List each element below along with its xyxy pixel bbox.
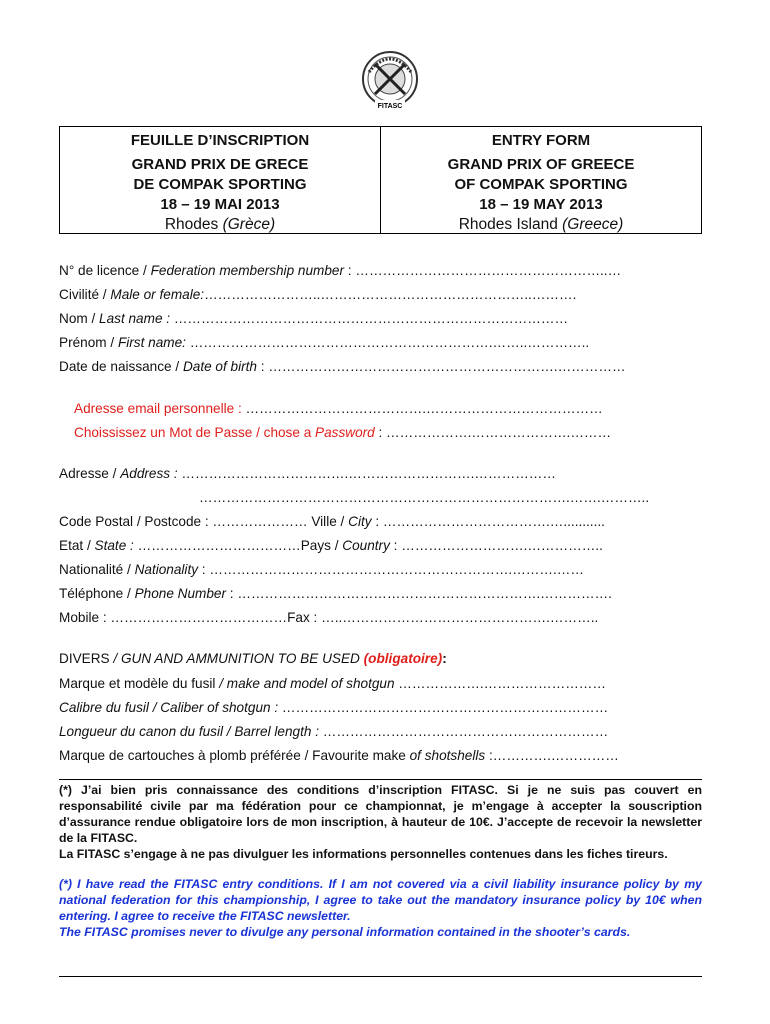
insurance-notice [59, 779, 702, 940]
barrel-length-dots: ……………………………………………………… [318, 724, 609, 739]
nationality-field[interactable] [59, 562, 584, 577]
phone-label-fr: Téléphone / [59, 586, 135, 601]
caliber-label: Calibre du fusil / Caliber of shotgun : [59, 700, 279, 715]
mobile-label: Mobile : [59, 610, 111, 625]
barrel-length-field[interactable] [59, 724, 608, 739]
header-table [59, 126, 702, 234]
licence-label-fr: N° de licence / [59, 263, 151, 278]
required-badge: (obligatoire) [363, 651, 443, 666]
civility-dots: ……………………..………………………………………..………. [204, 287, 577, 302]
first-name-dots: ………………………………………………………….……..………….. [185, 335, 590, 350]
address2-dots: ……………………………………………………………………….…….……….. [199, 490, 650, 505]
first-name-field[interactable] [59, 335, 589, 350]
phone-label-en: Phone Number [134, 586, 227, 601]
nationality-label-fr: Nationalité / [59, 562, 135, 577]
phone-field[interactable] [59, 586, 612, 601]
last-name-label-en: Last name : [99, 311, 171, 326]
event-location-en [381, 215, 701, 235]
gun-heading-fr: DIVERS [59, 651, 114, 666]
notice-fr-paragraph: (*) J’ai bien pris connaissance des conditions d’inscription FITASC. Si je ne suis pas couvert en responsabilité civile par ma fédération pour ce championnat, je m’engage à accepter la souscription d’assurance rendue obligatoire lors de mon inscription, à hauteur de 10€. J’accepte de recevoir la newsletter de la FITASC. [59, 783, 702, 845]
gun-heading-colon: : [442, 651, 447, 666]
mobile-dots: ………………………………… [110, 610, 288, 625]
last-name-dots: …………………………………………………………………………… [170, 311, 569, 326]
event-location-fr [60, 215, 380, 235]
cartridges-label-en: of shotshells [409, 748, 486, 763]
address-line2-field[interactable] [199, 490, 649, 505]
birth-date-field[interactable] [59, 359, 626, 374]
country-fr: (Grèce) [222, 216, 276, 233]
birth-label-fr: Date de naissance / [59, 359, 183, 374]
state-label-fr: Etat / [59, 538, 95, 553]
make-label-fr: Marque et modèle du fusil [59, 676, 220, 691]
city-label-fr: Ville / [311, 514, 349, 529]
form-title-en: ENTRY FORM [491, 132, 591, 149]
nationality-dots: : ………………………………………………………….……….…… [198, 562, 584, 577]
country-label-en: Country [342, 538, 390, 553]
phone-dots: : ………………………………………………………….……………. [226, 586, 612, 601]
gun-heading-en: / GUN AND AMMUNITION TO BE USED [113, 651, 360, 666]
barrel-length-label: Longueur du canon du fusil / Barrel length : [59, 724, 319, 739]
civility-field[interactable] [59, 287, 576, 302]
licence-dots: : ………………………………………………..… [344, 263, 622, 278]
first-name-label-fr: Prénom / [59, 335, 118, 350]
address-field[interactable] [59, 466, 556, 481]
birth-dots: : ……………………………………………………….…………… [257, 359, 626, 374]
fax-label: Fax : [287, 610, 322, 625]
email-label: Adresse email personnelle : [74, 401, 246, 416]
fax-dots: …..……………………………………….……….. [321, 610, 599, 625]
city-dots: : ……………………………….…........... [371, 514, 605, 529]
last-name-field[interactable] [59, 311, 568, 326]
caliber-field[interactable] [59, 700, 608, 715]
licence-field[interactable] [59, 263, 621, 278]
mobile-fax-field[interactable] [59, 610, 598, 625]
email-dots: ………………………………….………………………………… [245, 401, 603, 416]
civility-label-fr: Civilité / [59, 287, 111, 302]
fitasc-logo [361, 50, 419, 112]
state-label-en: State : [94, 538, 134, 553]
country-dots: : ……………………….…………….. [389, 538, 603, 553]
password-field[interactable] [74, 425, 611, 440]
city-en: Rhodes Island [458, 216, 558, 233]
country-en: (Greece) [562, 216, 624, 233]
cartridges-field[interactable] [59, 748, 619, 763]
event-dates-fr: 18 – 19 MAI 2013 [160, 196, 280, 213]
last-name-label-fr: Nom / [59, 311, 100, 326]
event-line1-en: GRAND PRIX OF GREECE [447, 156, 635, 173]
logo-text: FITASC [377, 103, 403, 110]
bottom-rule [59, 976, 702, 977]
country-label-fr: Pays / [300, 538, 343, 553]
notice-en-paragraph: (*) I have read the FITASC entry conditions. If I am not covered via a civil liability insurance policy by my national federation for this championship, I agree to take out the mandatory insurance policy by 10€ when entering. I agree to receive the FITASC newsletter. [59, 877, 702, 923]
caliber-dots: ……………………………………………………………… [278, 700, 609, 715]
address-label-en: Address : [120, 466, 178, 481]
address-label-fr: Adresse / [59, 466, 121, 481]
postcode-dots: ………………… [212, 514, 312, 529]
birth-label-en: Date of birth [182, 359, 257, 374]
nationality-label-en: Nationality [134, 562, 199, 577]
city-label-en: City [348, 514, 372, 529]
event-line2-en: OF COMPAK SPORTING [454, 176, 628, 193]
licence-label-en: Federation membership number [150, 263, 345, 278]
form-title-fr: FEUILLE D’INSCRIPTION [130, 132, 310, 149]
state-dots: ……………………………… [133, 538, 301, 553]
shotgun-make-field[interactable] [59, 676, 606, 691]
header-en [380, 127, 701, 233]
postal-city-field[interactable] [59, 514, 605, 529]
event-line1-fr: GRAND PRIX DE GRECE [131, 156, 309, 173]
email-field[interactable] [74, 401, 603, 416]
cartridges-dots: :………….…………… [485, 748, 619, 763]
make-label-en: / make and model of shotgun [219, 676, 395, 691]
city-fr: Rhodes [164, 216, 219, 233]
password-dots: : ……………….………………….……… [374, 425, 612, 440]
event-dates-en: 18 – 19 MAY 2013 [479, 196, 603, 213]
password-label-fr: Choississez un Mot de Passe / chose a [74, 425, 316, 440]
civility-label-en: Male or female: [110, 287, 205, 302]
first-name-label-en: First name: [117, 335, 186, 350]
cartridges-label-fr: Marque de cartouches à plomb préférée / Favourite make [59, 748, 410, 763]
notice-en-privacy: The FITASC promises never to divulge any personal information contained in the shooter’s cards. [59, 925, 631, 939]
postcode-label: Code Postal / Postcode : [59, 514, 213, 529]
gun-section-heading [59, 651, 447, 666]
notice-fr-privacy: La FITASC s’engage à ne pas divulguer les informations personnelles contenues dans les fiches tireurs. [59, 847, 668, 861]
password-label-en: Password [315, 425, 375, 440]
header-fr [60, 127, 380, 233]
address-dots: ……………………………….……………………….……………… [177, 466, 556, 481]
make-dots: ……………….……………………… [394, 676, 606, 691]
event-line2-fr: DE COMPAK SPORTING [133, 176, 307, 193]
state-country-field[interactable] [59, 538, 603, 553]
